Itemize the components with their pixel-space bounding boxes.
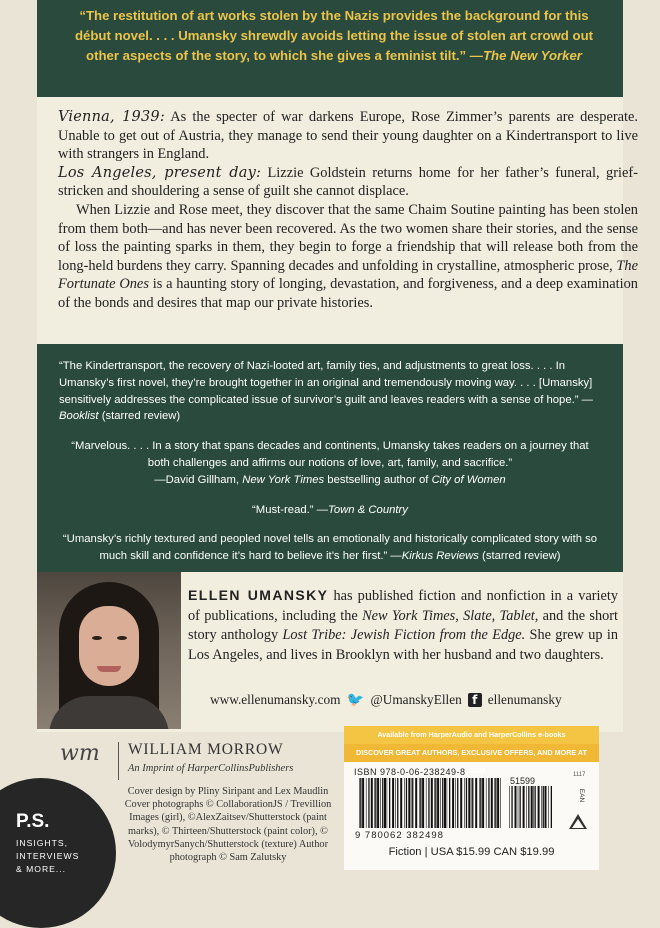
barcode-stripe <box>366 778 367 828</box>
review-booklist: “The Kindertransport, the recovery of Nazi-looted art, family ties, and adjustments to great loss. . . . In Umansky’s first novel, they’re brought together in an original and tremendously moving way. . . . [Umansky] sensitively addresses the complicated issue of survivor’s guilt and leaves readers with a sense of hope.” —Booklist (starred review) <box>59 360 593 423</box>
ps-line-interviews: INTERVIEWS <box>16 851 80 861</box>
barcode-stripe <box>442 778 443 828</box>
logo-divider <box>118 742 119 780</box>
barcode-stripe <box>545 786 547 828</box>
barcode-stripe <box>479 778 480 828</box>
barcode-stripe <box>384 778 386 828</box>
ps-line-more: & MORE... <box>16 864 67 874</box>
barcode-stripe <box>449 778 450 828</box>
ps-title: P.S. <box>16 811 50 832</box>
barcode-stripe <box>368 778 369 828</box>
barcode-stripe <box>392 778 394 828</box>
barcode-stripe <box>444 778 446 828</box>
barcode-stripe <box>440 778 441 828</box>
barcode-stripe <box>515 786 517 828</box>
barcode-stripe <box>466 778 467 828</box>
barcode-digits: 9 780062 382498 <box>355 830 444 841</box>
author-social-links <box>210 692 620 708</box>
ps-line-insights: INSIGHTS, <box>16 838 68 848</box>
barcode-stripe <box>431 778 433 828</box>
author-photo-eye <box>92 636 102 640</box>
reviews-band <box>37 344 623 572</box>
facebook-icon: f <box>468 693 482 707</box>
barcode-stripe <box>535 786 536 828</box>
barcode-stripe <box>408 778 410 828</box>
barcode-stripe <box>411 778 412 828</box>
barcode-stripe <box>419 778 420 828</box>
author-photo-face <box>79 606 139 686</box>
barcode-stripe <box>387 778 388 828</box>
barcode-stripe <box>520 786 521 828</box>
barcode-stripe <box>526 786 527 828</box>
barcode-stripe <box>471 778 472 828</box>
publisher-name: WILLIAM MORROW <box>128 741 284 758</box>
twitter-icon: 🐦 <box>346 692 365 708</box>
barcode-stripe <box>428 778 429 828</box>
barcode-stripe <box>400 778 402 828</box>
price-barcode <box>508 786 552 828</box>
category-price: Fiction | USA $15.99 CAN $19.99 <box>388 846 555 858</box>
barcode-stripe <box>415 778 417 828</box>
barcode-stripe <box>475 778 477 828</box>
publisher-imprint: An Imprint of HarperCollinsPublishers <box>128 763 294 774</box>
isbn-label: ISBN 978-0-06-238249-8 <box>354 767 466 777</box>
barcode-stripe <box>406 778 407 828</box>
barcode-stripe <box>509 786 510 828</box>
barcode-stripe <box>523 786 525 828</box>
barcode-stripe <box>452 778 454 828</box>
barcode-stripe <box>426 778 427 828</box>
author-bio: ELLEN UMANSKY has published fiction and nonfiction in a variety of publications, including the New York Times, Slate, Tablet, and the short story anthology Lost Tribe: Jewish Fiction from the Edge. She grew up in Los Angeles, and lives in Brooklyn with her husband and two daughters. <box>188 587 618 663</box>
william-morrow-logo: wm <box>60 741 100 766</box>
barcode-stripe <box>491 778 493 828</box>
barcode-stripe <box>511 786 512 828</box>
barcode-stripe <box>488 778 489 828</box>
barcode-stripe <box>551 786 552 828</box>
facebook-link[interactable]: ellenumansky <box>487 692 562 707</box>
barcode-stripe <box>464 778 465 828</box>
barcode-stripe <box>422 778 424 828</box>
barcode-stripe <box>377 778 379 828</box>
barcode-stripe <box>435 778 436 828</box>
barcode-stripe <box>528 786 529 828</box>
barcode-stripe <box>486 778 487 828</box>
barcode-stripe <box>468 778 470 828</box>
top-quote-band <box>37 0 623 97</box>
review-town-country: “Must-read.” —Town & Country <box>252 503 408 516</box>
barcode-stripe <box>533 786 534 828</box>
barcode-stripe <box>480 778 481 828</box>
author-photo-mouth <box>97 666 121 672</box>
price-code: 51599 <box>510 776 536 786</box>
new-yorker-quote: “The restitution of art works stolen by the Nazis provides the background for this début novel. . . . Umansky shrewdly avoids letting the issue of stolen art crowd out other aspects of the story, to which she gives a feminist tilt.” —The New Yorker <box>74 8 594 63</box>
barcode-stripe <box>460 778 462 828</box>
synopsis <box>58 108 638 313</box>
barcode-stripe <box>420 778 421 828</box>
review-kirkus: “Umansky’s richly textured and peopled novel tells an emotionally and historically complicated story with so much skill and confidence it’s hard to believe it’s her first.” —Kirkus Reviews (starred review) <box>62 533 598 563</box>
synopsis-paragraph-main: When Lizzie and Rose meet, they discover that the same Chaim Soutine painting has been stolen from them both—and has never been recovered. As the two women share their stories, and the sense of loss the painting sparks in them, they begin to forge a friendship that will release both from the long-held burdens they carry. Spanning decades and unfolding in crystalline, atmospheric prose, The Fortunate Ones is a haunting story of longing, devastation, and forgiveness, and a deep examination of the bonds and desires that map our private histories. <box>58 201 638 311</box>
barcode-stripe <box>541 786 542 828</box>
website-link[interactable]: www.ellenumansky.com <box>210 692 341 707</box>
barcode-stripe <box>531 786 533 828</box>
barcode-stripe <box>472 778 473 828</box>
triangle-mark-inner <box>572 819 584 828</box>
barcode-stripe <box>395 778 396 828</box>
isbn-barcode <box>358 778 502 828</box>
cover-credits: Cover design by Pliny Siripant and Lex Maudlin Cover photographs © CollaborationJS / Trevillion Images (girl), ©AlexZaitsev/Shutterstock (paint marks), © Thirteen/Shutterstock (paint color), © VolodymyrSanych/Shutterstock (texture) Author photograph © Sam Zalutsky <box>124 786 332 864</box>
barcode-stripe <box>382 778 383 828</box>
barcode-stripe <box>362 778 364 828</box>
barcode-stripe <box>412 778 413 828</box>
barcode-stripe <box>397 778 398 828</box>
barcode-stripe <box>455 778 456 828</box>
ean-label: EAN <box>578 788 586 803</box>
promo-audio-ebooks: Available from HarperAudio and HarperCollins e-books <box>344 726 599 744</box>
barcode-stripe <box>494 778 495 828</box>
barcode-stripe <box>495 778 496 828</box>
barcode-stripe <box>404 778 405 828</box>
barcode-stripe <box>538 786 540 828</box>
barcode-stripe <box>437 778 439 828</box>
barcode-stripe <box>548 786 549 828</box>
synopsis-paragraph-los-angeles: Los Angeles, present day: Lizzie Goldstein returns home for her father’s funeral, grief-stricken and shouldering a sense of guilt she cannot displace. <box>58 164 638 200</box>
barcode-stripe <box>497 778 499 828</box>
barcode-stripe <box>543 786 544 828</box>
author-photo-eye <box>117 636 127 640</box>
barcode-stripe <box>359 778 360 828</box>
reviews <box>59 358 601 578</box>
barcode-stripe <box>447 778 448 828</box>
barcode-stripe <box>389 778 390 828</box>
barcode-stripe <box>360 778 361 828</box>
barcode-stripe <box>371 778 373 828</box>
promo-hc-com: DISCOVER GREAT AUTHORS, EXCLUSIVE OFFERS, AND MORE AT HC.COM. <box>344 744 599 762</box>
barcode-stripe <box>500 778 501 828</box>
barcode-stripe <box>374 778 375 828</box>
barcode-stripe <box>482 778 484 828</box>
review-gillham: “Marvelous. . . . In a story that spans decades and continents, Umansky takes readers on a journey that both challenges and affirms our notions of love, art, family, and sacrifice.” —David Gillham, New York Times bestselling author of City of Women <box>71 440 589 486</box>
barcode-stripe <box>380 778 381 828</box>
barcode-stripe <box>518 786 519 828</box>
barcode-stripe <box>375 778 376 828</box>
barcode-stripe <box>457 778 458 828</box>
barcode-stripe <box>434 778 435 828</box>
twitter-handle-link[interactable]: @UmanskyEllen <box>370 692 462 707</box>
synopsis-paragraph-vienna: Vienna, 1939: As the specter of war darkens Europe, Rose Zimmer’s parents are desperate. Unable to get out of Austria, they manage to send their young daughter on a Kindertransport to live with strangers in England. <box>58 109 638 163</box>
small-code: 1117 <box>573 772 586 778</box>
author-photo <box>37 572 181 729</box>
